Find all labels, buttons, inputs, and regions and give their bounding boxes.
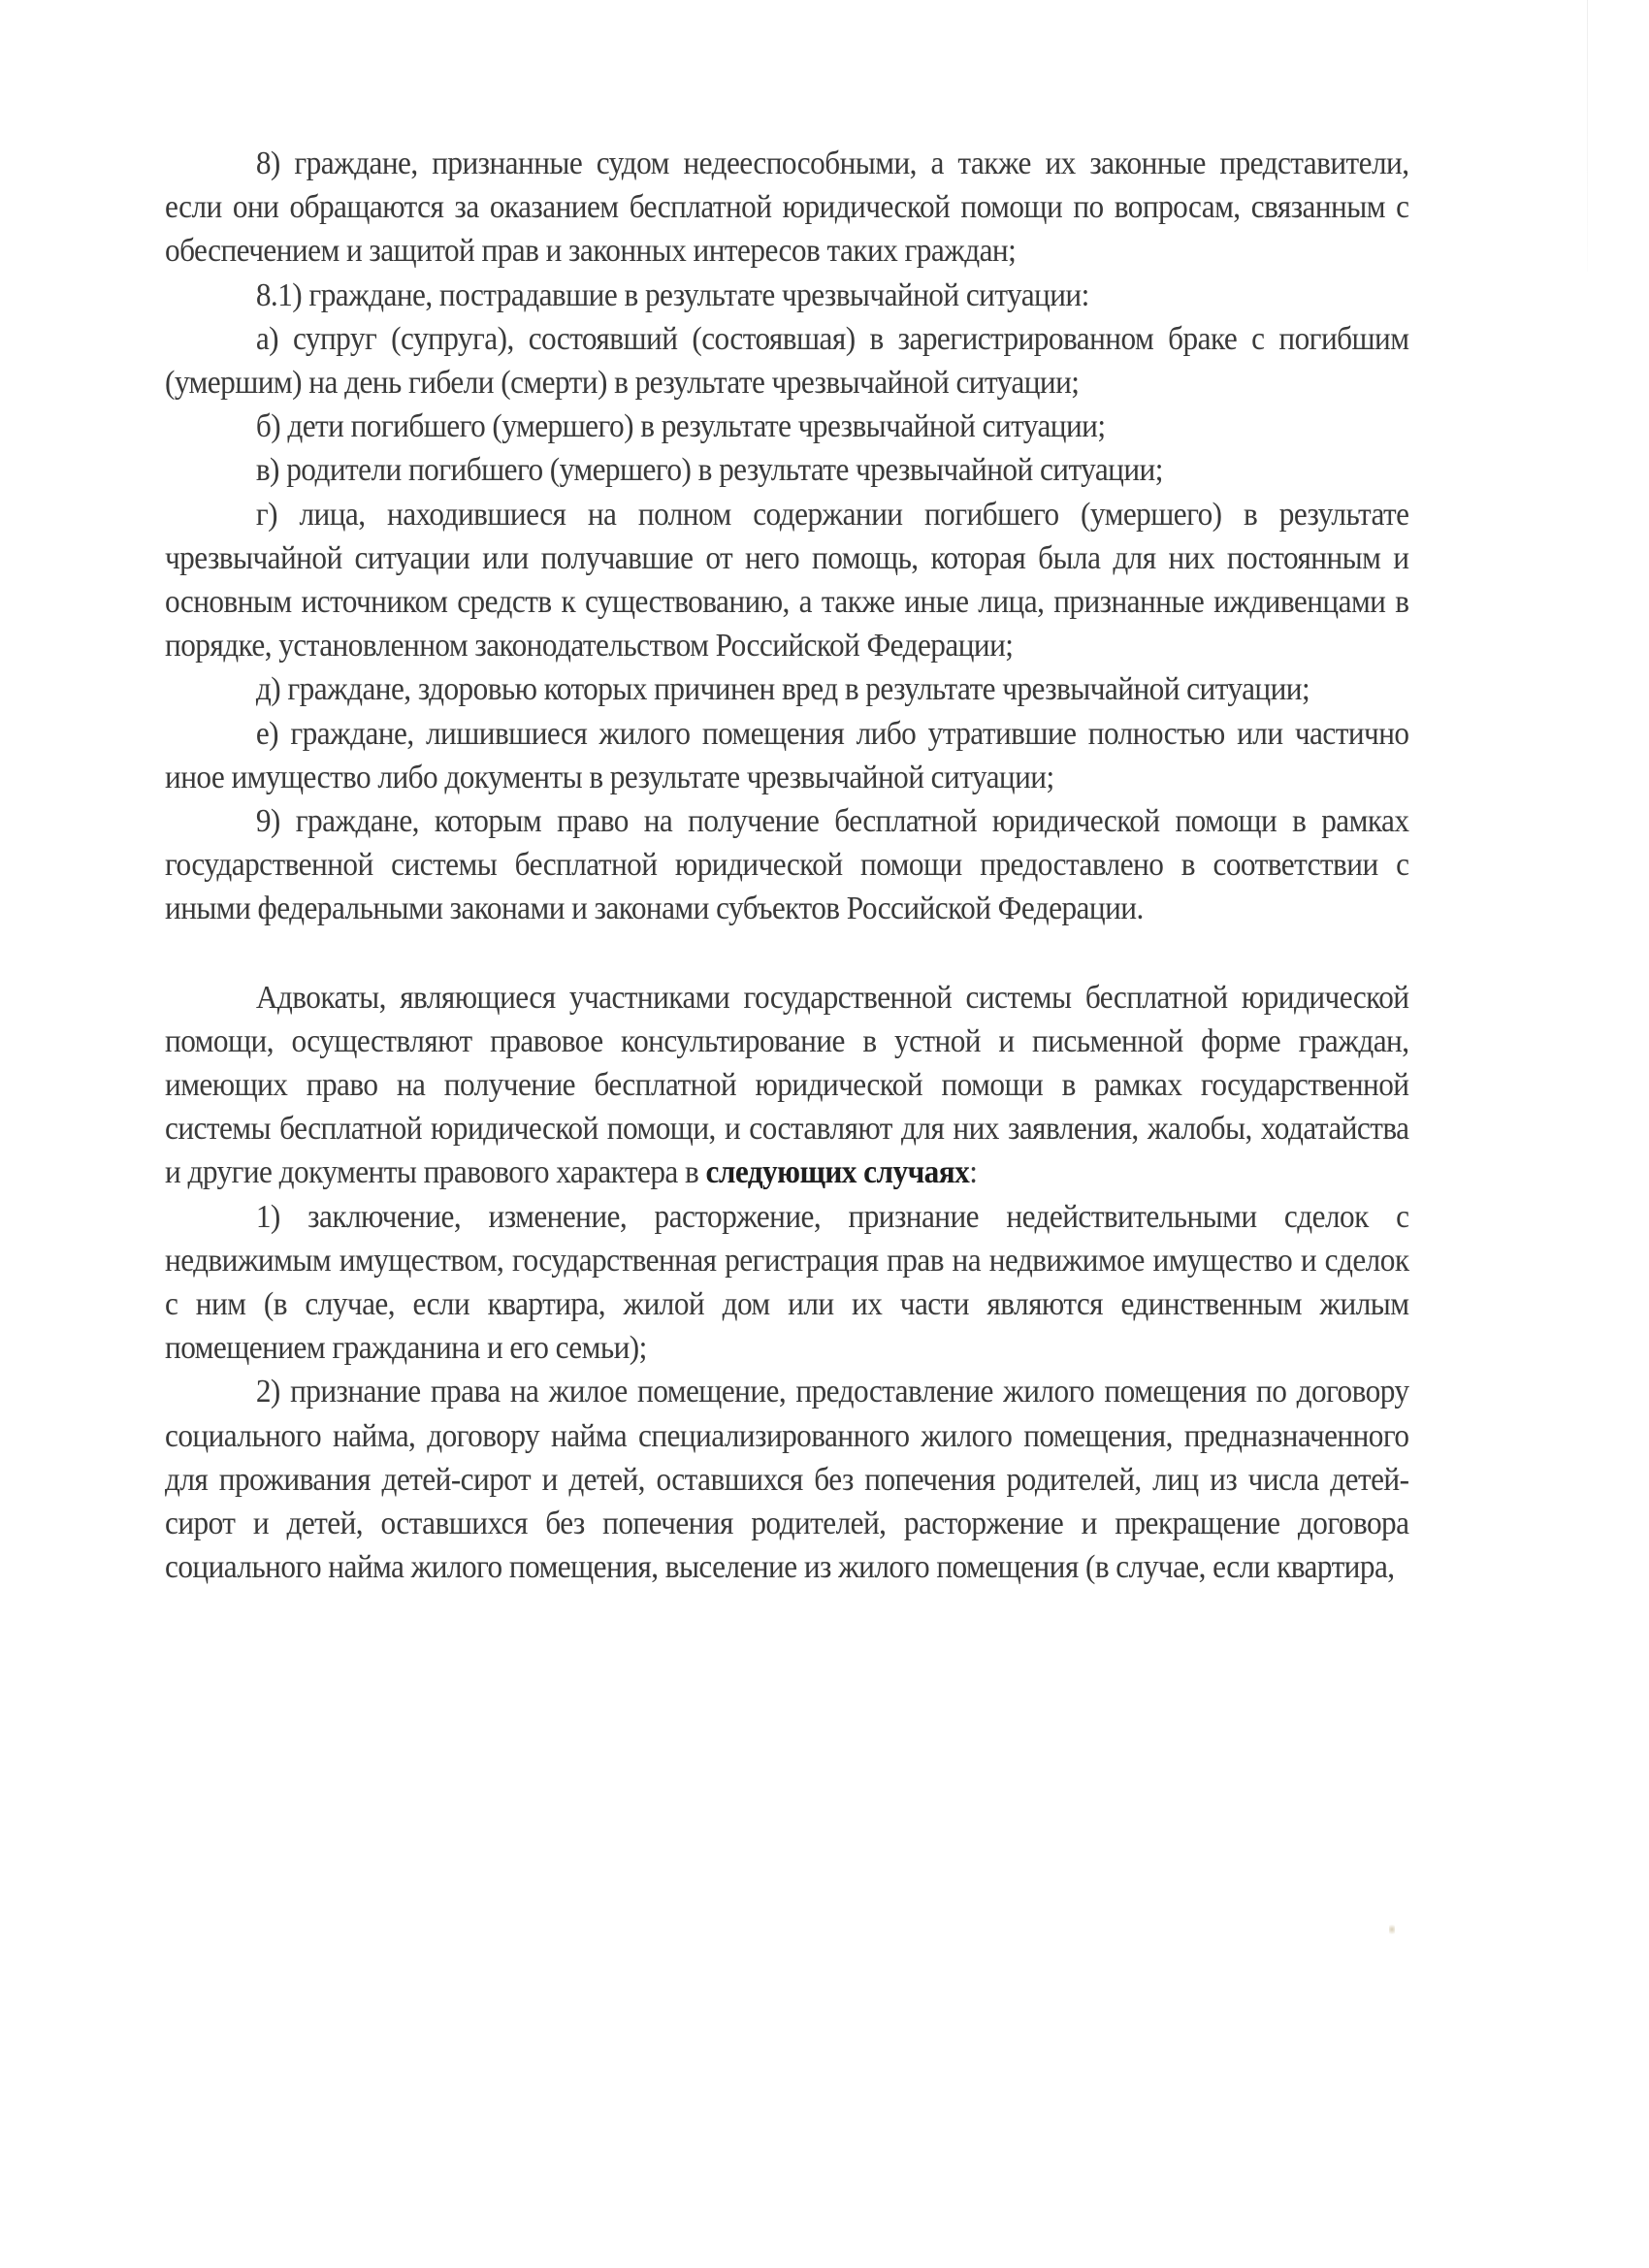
list-item-8-1-g: г) лица, находившиеся на полном содержании погибшего (умершего) в результате чрезвычайной ситуации или получавшие от него помощь, которая была для них постоянным и основным источником средств к существованию, а также иные лица, признанные иждивенцами в порядке, установленном законодательством Российской Федерации; [165,496,1409,664]
list-item-9: 9) граждане, которым право на получение бесплатной юридической помощи в рамках государственной системы бесплатной юридической помощи предоставлено в соответствии с иными федеральными законами и законами субъектов Российской Федерации. [165,803,1409,927]
scan-speck [1389,1923,1395,1936]
intro-bold-text: следующих случаях [705,1154,970,1191]
intro-paragraph [165,976,1408,1195]
list-item-8: 8) граждане, признанные судом недееспособными, а также их законные представители, если они обращаются за оказанием бесплатной юридической помощи по вопросам, связанным с обеспечением и защитой прав и законных интересов таких граждан; [165,146,1409,270]
list-item-8-1: 8.1) граждане, пострадавшие в результате чрезвычайной ситуации: [255,276,1089,313]
list-item-8-1-a: а) супруг (супруга), состоявший (состоявшая) в зарегистрированном браке с погибшим (умершим) на день гибели (смерти) в результате чрезвычайной ситуации; [165,320,1409,402]
list-item-8-1-v: в) родители погибшего (умершего) в результате чрезвычайной ситуации; [255,452,1163,489]
list-item-8-1-b: б) дети погибшего (умершего) в результате чрезвычайной ситуации; [255,408,1106,445]
case-item-2: 2) признание права на жилое помещение, предоставление жилого помещения по договору социального найма, договору найма специализированного жилого помещения, предназначенного для проживания детей-сирот и детей, оставшихся без попечения родителей, лиц из числа детей-сирот и детей, оставшихся без попечения родителей, расторжение и прекращение договора социального найма жилого помещения, выселение из жилого помещения (в случае, если квартира, [165,1374,1409,1586]
paragraph-gap [165,931,1408,976]
case-item-1: 1) заключение, изменение, расторжение, признание недействительными сделок с недвижимым имуществом, государственная регистрация прав на недвижимое имущество и сделок с ним (в случае, если квартира, жилой дом или их части являются единственным жилым помещением гражданина и его семьи); [165,1198,1409,1367]
document-page [165,142,1408,1590]
list-item-8-1-d: д) граждане, здоровью которых причинен вред в результате чрезвычайной ситуации; [255,671,1310,708]
intro-tail: : [969,1154,978,1191]
intro-text: Адвокаты, являющиеся участниками государственной системы бесплатной юридической помощи, осуществляют правовое консультирование в устной и письменной форме граждан, имеющих право на получение бесплатной юридической помощи в рамках государственной системы бесплатной юридической помощи, и составляют для них заявления, жалобы, ходатайства и другие документы правового характера в [165,979,1409,1191]
scan-artifact-line [1587,0,1588,272]
list-item-8-1-e: е) граждане, лишившиеся жилого помещения либо утратившие полностью или частично иное имущество либо документы в результате чрезвычайной ситуации; [165,715,1409,795]
